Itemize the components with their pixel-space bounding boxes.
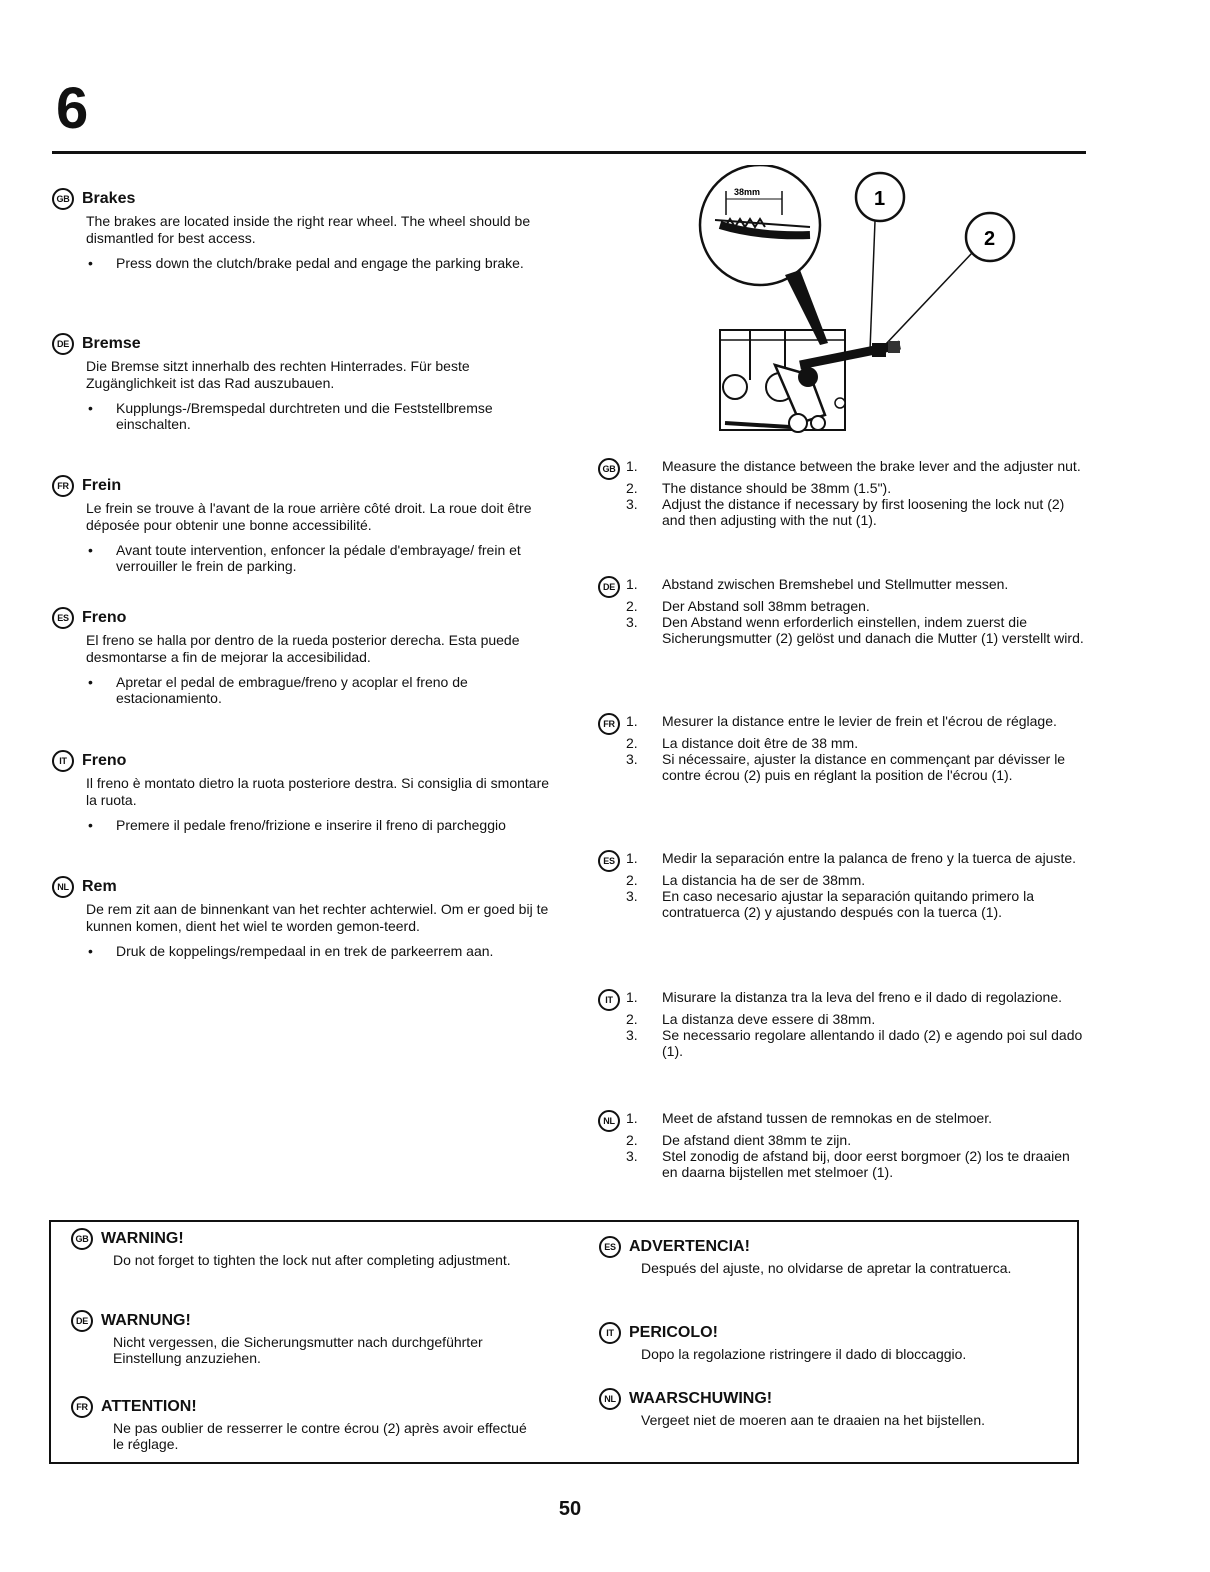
language-badge-icon: IT: [52, 750, 74, 772]
warning-de: [67, 1310, 527, 1366]
section-title: Freno: [82, 609, 127, 626]
step-number: 3.: [626, 496, 638, 512]
section-body: The brakes are located inside the right rear wheel. The wheel should be dismantled for best access.: [86, 213, 531, 246]
page-number: 50: [558, 1498, 582, 1520]
warning-text: Do not forget to tighten the lock nut after completing adjustment.: [113, 1252, 511, 1268]
step-number: 3.: [626, 1148, 638, 1164]
warning-title: WARNUNG!: [101, 1312, 191, 1329]
section-title: Frein: [82, 477, 122, 494]
step-text: Misurare la distanza tra la leva del freno e il dado di regolazione.: [662, 989, 1063, 1005]
steps-de: [598, 576, 1088, 646]
section-de: [52, 333, 552, 432]
steps-fr: [598, 713, 1088, 783]
bullet-text: Apretar el pedal de embrague/freno y acoplar el freno de estacionamiento.: [116, 674, 468, 706]
section-body: Il freno è montato dietro la ruota posteriore destra. Si consiglia di smontare la ruota.: [86, 775, 550, 808]
step-text: Meet de afstand tussen de remnokas en de stelmoer.: [662, 1110, 992, 1126]
step-text: La distanza deve essere di 38mm.: [662, 1011, 876, 1027]
section-title: Brakes: [82, 190, 136, 207]
step-number: 1.: [626, 989, 638, 1005]
language-badge-icon: IT: [598, 989, 620, 1011]
step-number: 1.: [626, 458, 638, 474]
step-number: 2.: [626, 872, 638, 888]
warning-es: [595, 1236, 1055, 1276]
step-text: Mesurer la distance entre le levier de frein et l'écrou de réglage.: [662, 713, 1057, 729]
step-number: 2.: [626, 1011, 638, 1027]
bullet-text: Druk de koppelings/rempedaal in en trek de parkeerrem aan.: [116, 943, 494, 959]
bullet-text: Premere il pedale freno/frizione e inserire il freno di parcheggio: [116, 817, 506, 833]
step-text: Adjust the distance if necessary by first loosening the lock nut (2) and then adjusting with the nut (1).: [662, 496, 1065, 528]
section-title: Bremse: [82, 335, 141, 352]
step-number: 2.: [626, 480, 638, 496]
step-number: 3.: [626, 751, 638, 767]
section-body: Die Bremse sitzt innerhalb des rechten Hinterrades. Für beste Zugänglichkeit ist das Rad auszubauen.: [86, 358, 470, 391]
section-body: El freno se halla por dentro de la rueda posterior derecha. Esta puede desmontarse a fin de mejorar la accesibilidad.: [86, 632, 520, 665]
step-text: La distancia ha de ser de 38mm.: [662, 872, 866, 888]
step-text: Si nécessaire, ajuster la distance en commençant par dévisser le contre écrou (2) puis en réglant la position de l'écrou (1).: [662, 751, 1066, 783]
step-number: 3.: [626, 1027, 638, 1043]
bullet-item: • Kupplungs-/Bremspedal durchtreten und die Feststellbremse einschalten.: [86, 400, 552, 432]
callout-1-label: 1: [874, 188, 886, 210]
warning-text: Ne pas oublier de resserrer le contre écrou (2) après avoir effectué le réglage.: [113, 1420, 527, 1452]
step-text: Abstand zwischen Bremshebel und Stellmutter messen.: [662, 576, 1009, 592]
language-badge-icon: FR: [71, 1396, 93, 1418]
section-es: [52, 607, 552, 706]
steps-it: [598, 989, 1088, 1059]
language-badge-icon: NL: [599, 1388, 621, 1410]
bullet-item: • Press down the clutch/brake pedal and engage the parking brake.: [88, 255, 524, 271]
warning-title: PERICOLO!: [629, 1324, 718, 1341]
bullet-item: • Premere il pedale freno/frizione e inserire il freno di parcheggio: [88, 817, 506, 833]
step-number: 3.: [626, 614, 638, 630]
language-badge-icon: ES: [598, 850, 620, 872]
section-body: De rem zit aan de binnenkant van het rechter achterwiel. Om er goed bij te kunnen komen, dient het wiel te worden gemon-teerd.: [86, 901, 549, 934]
language-badge-icon: ES: [599, 1236, 621, 1258]
warning-title: ATTENTION!: [101, 1398, 197, 1415]
section-nl: [52, 876, 552, 959]
header-rule: [52, 151, 1086, 154]
step-number: 1.: [626, 576, 638, 592]
bullet-text: Avant toute intervention, enfoncer la pédale d'embrayage/ frein et verrouiller le frein de parking.: [116, 542, 521, 574]
step-number: 2.: [626, 1132, 638, 1148]
section-gb: [52, 188, 552, 271]
language-badge-icon: FR: [52, 475, 74, 497]
warning-nl: [595, 1388, 1055, 1428]
warning-gb: [67, 1228, 527, 1268]
step-number: 1.: [626, 850, 638, 866]
warning-title: WARNING!: [101, 1230, 184, 1247]
language-badge-icon: GB: [52, 188, 74, 210]
brake-diagram-illustration: [690, 165, 1050, 445]
bullet-item: • Apretar el pedal de embrague/freno y acoplar el freno de estacionamiento.: [86, 674, 552, 706]
warning-text: Después del ajuste, no olvidarse de apretar la contratuerca.: [641, 1260, 1012, 1276]
language-badge-icon: GB: [598, 458, 620, 480]
language-badge-icon: FR: [598, 713, 620, 735]
language-badge-icon: NL: [598, 1110, 620, 1132]
language-badge-icon: GB: [71, 1228, 93, 1250]
step-text: La distance doit être de 38 mm.: [662, 735, 859, 751]
warning-text: Nicht vergessen, die Sicherungsmutter nach durchgeführter Einstellung anzuziehen.: [113, 1334, 483, 1366]
warning-title: ADVERTENCIA!: [629, 1238, 750, 1255]
warning-box: [49, 1220, 1079, 1464]
step-number: 2.: [626, 598, 638, 614]
callout-2-label: 2: [984, 228, 996, 250]
step-text: Den Abstand wenn erforderlich einstellen, indem zuerst die Sicherungsmutter (2) gelöst und danach die Mutter (1) verstellt wird.: [662, 614, 1084, 646]
step-text: Measure the distance between the brake lever and the adjuster nut.: [662, 458, 1081, 474]
steps-nl: [598, 1110, 1088, 1180]
step-number: 2.: [626, 735, 638, 751]
section-title: Freno: [82, 752, 127, 769]
language-badge-icon: DE: [52, 333, 74, 355]
steps-gb: [598, 458, 1088, 528]
warning-text: Dopo la regolazione ristringere il dado di bloccaggio.: [641, 1346, 967, 1362]
warning-title: WAARSCHUWING!: [629, 1390, 773, 1407]
step-text: Medir la separación entre la palanca de freno y la tuerca de ajuste.: [662, 850, 1077, 866]
section-body: Le frein se trouve à l'avant de la roue arrière côté droit. La roue doit être déposée pour obtenir une bonne accessibilité.: [86, 500, 532, 533]
language-badge-icon: IT: [599, 1322, 621, 1344]
step-text: Se necessario regolare allentando il dado (2) e agendo poi sul dado (1).: [662, 1027, 1083, 1059]
step-text: The distance should be 38mm (1.5").: [662, 480, 892, 496]
warning-fr: [67, 1396, 527, 1452]
steps-es: [598, 850, 1088, 920]
bullet-item: • Druk de koppelings/rempedaal in en trek de parkeerrem aan.: [88, 943, 494, 959]
bullet-item: • Avant toute intervention, enfoncer la pédale d'embrayage/ frein et verrouiller le frein de parking.: [86, 542, 552, 574]
language-badge-icon: DE: [71, 1310, 93, 1332]
step-text: Stel zonodig de afstand bij, door eerst borgmoer (2) los te draaien en daarna bijstellen met stelmoer (1).: [662, 1148, 1070, 1180]
chapter-number: 6: [56, 76, 89, 141]
section-title: Rem: [82, 878, 117, 895]
step-text: De afstand dient 38mm te zijn.: [662, 1132, 852, 1148]
brake-adjustment-figure: [690, 165, 1050, 445]
dimension-label: 38mm: [734, 187, 761, 197]
step-text: En caso necesario ajustar la separación quitando primero la contratuerca (2) y ajustando después con la tuerca (1).: [662, 888, 1034, 920]
step-number: 3.: [626, 888, 638, 904]
bullet-text: Press down the clutch/brake pedal and engage the parking brake.: [116, 255, 524, 271]
warning-it: [595, 1322, 1055, 1362]
language-badge-icon: ES: [52, 607, 74, 629]
bullet-text: Kupplungs-/Bremspedal durchtreten und die Feststellbremse einschalten.: [116, 400, 493, 432]
warning-text: Vergeet niet de moeren aan te draaien na het bijstellen.: [641, 1412, 986, 1428]
step-number: 1.: [626, 713, 638, 729]
section-it: [52, 750, 552, 833]
step-text: Der Abstand soll 38mm betragen.: [662, 598, 870, 614]
language-badge-icon: DE: [598, 576, 620, 598]
step-number: 1.: [626, 1110, 638, 1126]
language-badge-icon: NL: [52, 876, 74, 898]
section-fr: [52, 475, 552, 574]
